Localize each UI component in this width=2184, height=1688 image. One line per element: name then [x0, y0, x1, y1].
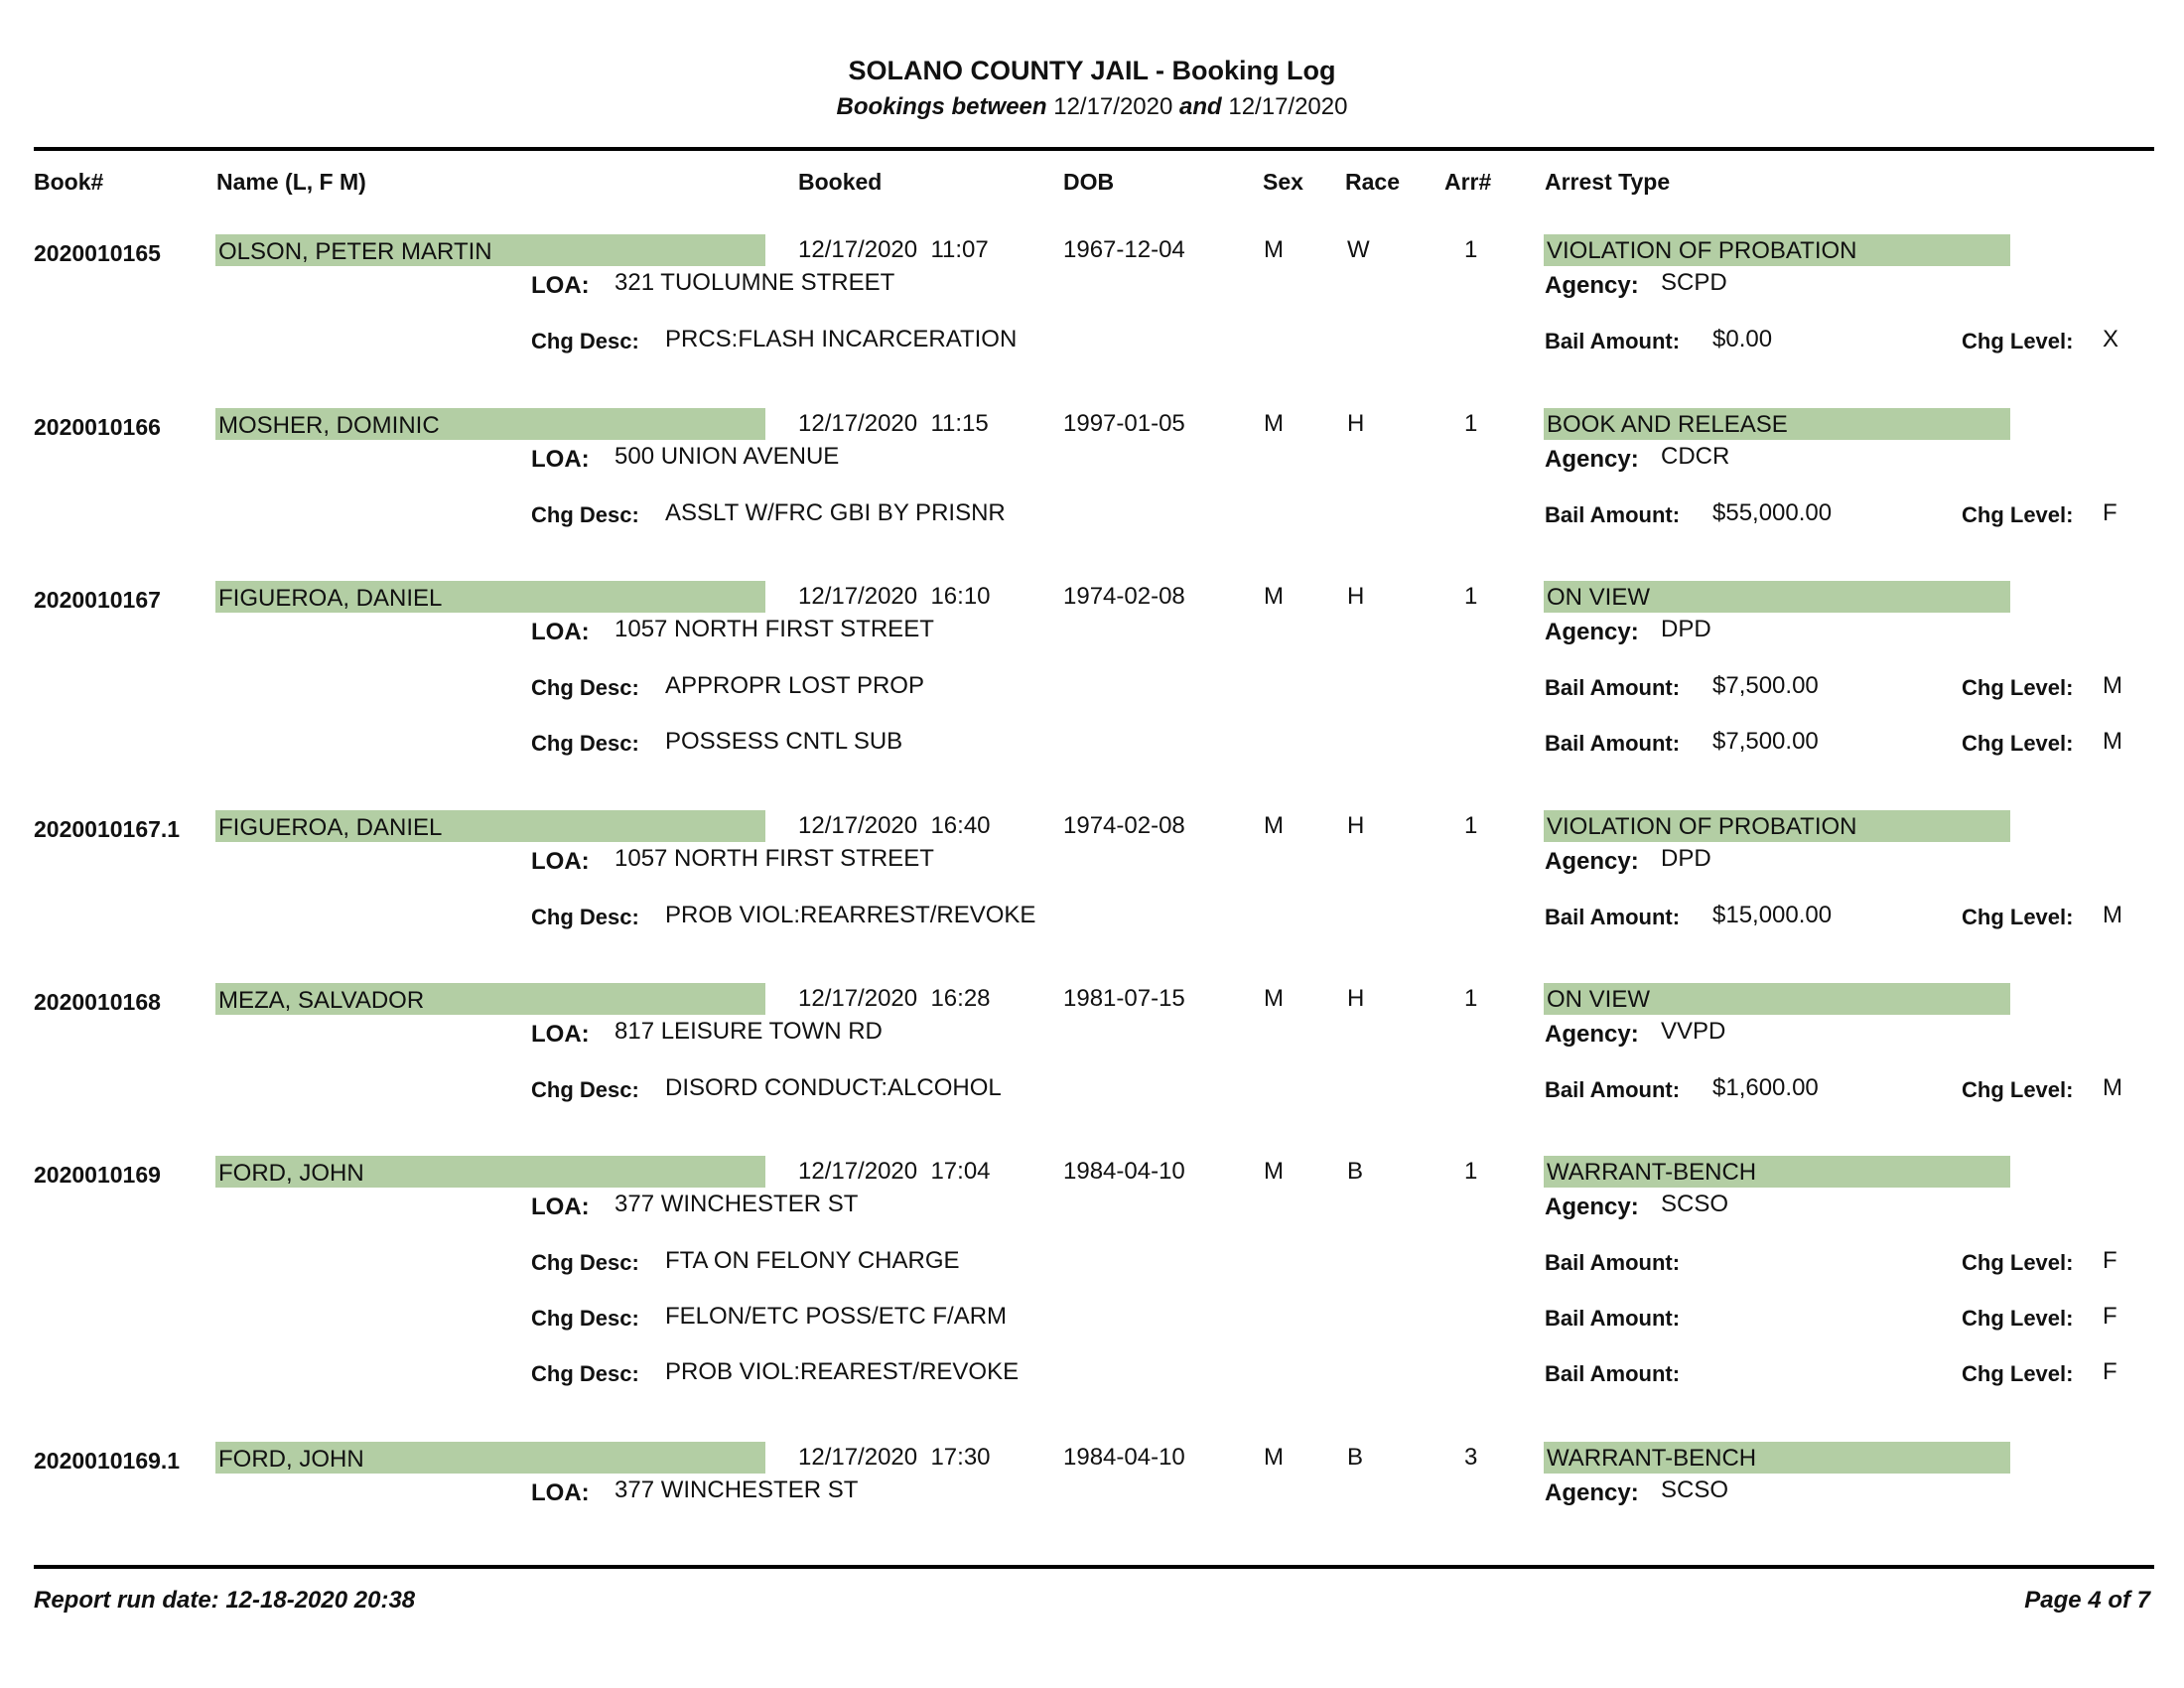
loa-value: 500 UNION AVENUE [614, 443, 840, 470]
loa-value: 321 TUOLUMNE STREET [614, 269, 895, 296]
booked-datetime: 12/17/2020 17:30 [798, 1444, 991, 1471]
charge-description: PROB VIOL:REAREST/REVOKE [665, 1358, 1020, 1385]
race: H [1347, 985, 1365, 1012]
booked-datetime: 12/17/2020 16:40 [798, 812, 991, 839]
bail-amount-label: Bail Amount: [1545, 329, 1681, 353]
report-title: SOLANO COUNTY JAIL - Booking Log [848, 56, 1336, 85]
chg-desc-label: Chg Desc: [531, 675, 639, 700]
sex: M [1264, 1158, 1284, 1185]
loa-label: LOA: [531, 619, 590, 645]
agency-label: Agency: [1545, 1194, 1639, 1220]
book-number: 2020010169.1 [34, 1448, 181, 1474]
col-book: Book# [34, 169, 104, 195]
charge-level: F [2103, 1303, 2117, 1330]
arrest-type: VIOLATION OF PROBATION [1544, 810, 2010, 842]
charge-level: M [2103, 1074, 2122, 1101]
col-booked: Booked [798, 169, 883, 195]
chg-desc-label: Chg Desc: [531, 1361, 639, 1386]
bail-amount: $1,600.00 [1712, 1074, 1819, 1101]
date-of-birth: 1984-04-10 [1063, 1444, 1185, 1471]
race: B [1347, 1158, 1364, 1185]
agency-label: Agency: [1545, 848, 1639, 875]
arrest-type: VIOLATION OF PROBATION [1544, 234, 2010, 266]
date-of-birth: 1974-02-08 [1063, 812, 1185, 839]
charge-description: PROB VIOL:REARREST/REVOKE [665, 902, 1036, 928]
agency-label: Agency: [1545, 446, 1639, 473]
sex: M [1264, 1444, 1284, 1471]
agency-value: SCPD [1661, 269, 1727, 296]
race: H [1347, 583, 1365, 610]
col-arrest-type: Arrest Type [1545, 169, 1671, 195]
subtitle-prefix: Bookings between [836, 93, 1047, 120]
chg-level-label: Chg Level: [1962, 1077, 2074, 1102]
loa-value: 377 WINCHESTER ST [614, 1191, 859, 1217]
arrest-number: 1 [1464, 812, 1478, 839]
book-number: 2020010168 [34, 989, 161, 1015]
col-sex: Sex [1263, 169, 1303, 195]
bail-amount: $15,000.00 [1712, 902, 1833, 928]
inmate-name: FIGUEROA, DANIEL [215, 581, 765, 613]
loa-label: LOA: [531, 446, 590, 473]
charge-level: M [2103, 902, 2122, 928]
bail-amount: $0.00 [1712, 326, 1773, 352]
footer-rule [34, 1565, 2154, 1569]
subtitle-and: and [1179, 93, 1222, 120]
inmate-name: FORD, JOHN [215, 1156, 765, 1188]
bail-amount: $7,500.00 [1712, 672, 1819, 699]
date-of-birth: 1984-04-10 [1063, 1158, 1185, 1185]
arrest-type: WARRANT-BENCH [1544, 1156, 2010, 1188]
race: W [1347, 236, 1370, 263]
chg-desc-label: Chg Desc: [531, 329, 639, 353]
charge-description: FTA ON FELONY CHARGE [665, 1247, 960, 1274]
charge-level: X [2103, 326, 2119, 352]
header-rule [34, 147, 2154, 151]
chg-level-label: Chg Level: [1962, 905, 2074, 929]
loa-label: LOA: [531, 1194, 590, 1220]
charge-description: ASSLT W/FRC GBI BY PRISNR [665, 499, 1006, 526]
arrest-number: 1 [1464, 1158, 1478, 1185]
sex: M [1264, 985, 1284, 1012]
loa-value: 1057 NORTH FIRST STREET [614, 845, 934, 872]
bail-amount-label: Bail Amount: [1545, 675, 1681, 700]
col-dob: DOB [1063, 169, 1115, 195]
loa-value: 1057 NORTH FIRST STREET [614, 616, 934, 642]
arrest-number: 1 [1464, 236, 1478, 263]
inmate-name: OLSON, PETER MARTIN [215, 234, 765, 266]
arrest-type: ON VIEW [1544, 581, 2010, 613]
chg-desc-label: Chg Desc: [531, 1306, 639, 1331]
arrest-number: 1 [1464, 985, 1478, 1012]
arrest-number: 1 [1464, 410, 1478, 437]
agency-label: Agency: [1545, 1021, 1639, 1048]
bail-amount: $55,000.00 [1712, 499, 1833, 526]
charge-level: F [2103, 499, 2117, 526]
agency-label: Agency: [1545, 1479, 1639, 1506]
book-number: 2020010167.1 [34, 816, 181, 842]
date-of-birth: 1997-01-05 [1063, 410, 1185, 437]
sex: M [1264, 812, 1284, 839]
bail-amount-label: Bail Amount: [1545, 1361, 1681, 1386]
from-date: 12/17/2020 [1053, 93, 1173, 120]
chg-level-label: Chg Level: [1962, 502, 2074, 527]
arrest-type: BOOK AND RELEASE [1544, 408, 2010, 440]
bail-amount: $7,500.00 [1712, 728, 1819, 755]
loa-label: LOA: [531, 848, 590, 875]
race: H [1347, 410, 1365, 437]
charge-level: M [2103, 728, 2122, 755]
chg-desc-label: Chg Desc: [531, 1077, 639, 1102]
sex: M [1264, 410, 1284, 437]
agency-label: Agency: [1545, 272, 1639, 299]
arrest-type: WARRANT-BENCH [1544, 1442, 2010, 1474]
booked-datetime: 12/17/2020 17:04 [798, 1158, 991, 1185]
sex: M [1264, 583, 1284, 610]
agency-value: CDCR [1661, 443, 1730, 470]
charge-description: DISORD CONDUCT:ALCOHOL [665, 1074, 1002, 1101]
race: H [1347, 812, 1365, 839]
book-number: 2020010167 [34, 587, 161, 613]
chg-desc-label: Chg Desc: [531, 731, 639, 756]
bail-amount-label: Bail Amount: [1545, 1077, 1681, 1102]
chg-level-label: Chg Level: [1962, 329, 2074, 353]
arrest-number: 3 [1464, 1444, 1478, 1471]
loa-label: LOA: [531, 1479, 590, 1506]
sex: M [1264, 236, 1284, 263]
arrest-type: ON VIEW [1544, 983, 2010, 1015]
chg-level-label: Chg Level: [1962, 1306, 2074, 1331]
inmate-name: MOSHER, DOMINIC [215, 408, 765, 440]
col-race: Race [1345, 169, 1400, 195]
charge-description: PRCS:FLASH INCARCERATION [665, 326, 1018, 352]
chg-level-label: Chg Level: [1962, 1361, 2074, 1386]
agency-value: VVPD [1661, 1018, 1726, 1045]
to-date: 12/17/2020 [1228, 93, 1348, 120]
page-number: Page 4 of 7 [2024, 1587, 2150, 1614]
date-of-birth: 1981-07-15 [1063, 985, 1185, 1012]
loa-label: LOA: [531, 1021, 590, 1048]
race: B [1347, 1444, 1364, 1471]
chg-desc-label: Chg Desc: [531, 502, 639, 527]
booked-datetime: 12/17/2020 16:10 [798, 583, 991, 610]
date-of-birth: 1974-02-08 [1063, 583, 1185, 610]
inmate-name: MEZA, SALVADOR [215, 983, 765, 1015]
agency-value: SCSO [1661, 1477, 1729, 1503]
booked-datetime: 12/17/2020 16:28 [798, 985, 991, 1012]
charge-description: POSSESS CNTL SUB [665, 728, 903, 755]
chg-desc-label: Chg Desc: [531, 1250, 639, 1275]
date-of-birth: 1967-12-04 [1063, 236, 1185, 263]
inmate-name: FIGUEROA, DANIEL [215, 810, 765, 842]
chg-level-label: Chg Level: [1962, 731, 2074, 756]
report-subtitle [0, 93, 2184, 121]
report-run-date: Report run date: 12-18-2020 20:38 [34, 1587, 416, 1614]
arrest-number: 1 [1464, 583, 1478, 610]
agency-label: Agency: [1545, 619, 1639, 645]
chg-level-label: Chg Level: [1962, 675, 2074, 700]
book-number: 2020010166 [34, 414, 161, 440]
charge-level: F [2103, 1358, 2117, 1385]
loa-value: 817 LEISURE TOWN RD [614, 1018, 883, 1045]
agency-value: DPD [1661, 616, 1711, 642]
loa-value: 377 WINCHESTER ST [614, 1477, 859, 1503]
inmate-name: FORD, JOHN [215, 1442, 765, 1474]
bail-amount-label: Bail Amount: [1545, 905, 1681, 929]
loa-label: LOA: [531, 272, 590, 299]
chg-level-label: Chg Level: [1962, 1250, 2074, 1275]
bail-amount-label: Bail Amount: [1545, 731, 1681, 756]
charge-description: FELON/ETC POSS/ETC F/ARM [665, 1303, 1008, 1330]
book-number: 2020010169 [34, 1162, 161, 1188]
bail-amount-label: Bail Amount: [1545, 1250, 1681, 1275]
bail-amount-label: Bail Amount: [1545, 1306, 1681, 1331]
col-arr: Arr# [1444, 169, 1492, 195]
chg-desc-label: Chg Desc: [531, 905, 639, 929]
charge-level: M [2103, 672, 2122, 699]
col-name: Name (L, F M) [216, 169, 366, 195]
agency-value: DPD [1661, 845, 1711, 872]
charge-description: APPROPR LOST PROP [665, 672, 924, 699]
charge-level: F [2103, 1247, 2117, 1274]
booked-datetime: 12/17/2020 11:07 [798, 236, 989, 263]
booked-datetime: 12/17/2020 11:15 [798, 410, 989, 437]
agency-value: SCSO [1661, 1191, 1729, 1217]
book-number: 2020010165 [34, 240, 161, 266]
bail-amount-label: Bail Amount: [1545, 502, 1681, 527]
